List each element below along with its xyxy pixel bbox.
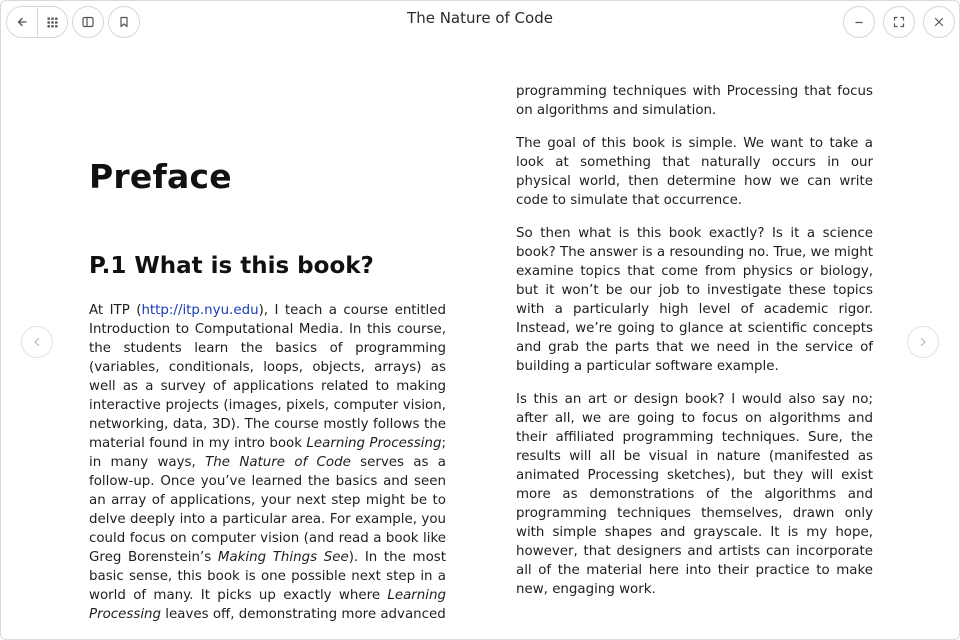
minimize-icon — [853, 16, 865, 28]
paragraph: So then what is this book exactly? Is it a science book? The answer is a resounding no. True, we might examine topics that come from physics or biology, but it won’t be our job to investigate these topics with a particularly high level of academic rigor. Instead, we’re going to glance at scientific concepts and grab the parts that we need in the service of building a particular software example. — [516, 226, 873, 374]
paragraph-text: ). In the most basic sense, this book is one possible next step in a world of many. It picks up exactly where — [89, 550, 446, 603]
left-page — [89, 151, 446, 638]
section-title: P.1 What is this book? — [89, 253, 374, 279]
paragraph-text: ; in many ways, — [89, 436, 446, 470]
chapter-title: Preface — [89, 157, 232, 196]
book-title-learning-processing: Learning Processing — [306, 436, 442, 451]
paragraph: Is this an art or design book? I would also say no; after all, we are going to focus on algorithms and their affiliated programming techniques. Sure, the results will all be visual in nature (manifested as animated Processing sketches), but they will exist more as demonstrations of the algorithms and programming techniques themselves, drawn only with simple shapes and grayscale. It is my hope, however, that designers and artists can incorporate all of the material here into their practice to make new, engaging work. — [516, 392, 873, 597]
close-button[interactable] — [923, 6, 955, 38]
paragraph-text: ), I teach a course entitled Introduction to Computational Media. In this course, the students learn the basics of programming (variables, conditionals, loops, objects, arrays) as well as a survey of applications related to making interactive projects (images, pixels, computer vision, networking, data, 3D). The course mostly follows the material found in my intro book — [89, 303, 446, 451]
maximize-icon — [893, 16, 905, 28]
maximize-button[interactable] — [883, 6, 915, 38]
book-title-nature-of-code: The Nature of Code — [205, 455, 351, 470]
paragraph-text: leaves off, demonstrating more advanced — [161, 607, 446, 622]
right-page — [516, 82, 873, 613]
paragraph: The goal of this book is simple. We want to take a look at something that naturally occurs in our physical world, then determine how we can write code to simulate that occurrence. — [516, 136, 873, 208]
previous-page-button[interactable] — [21, 326, 53, 358]
itp-link[interactable]: http://itp.nyu.edu — [141, 303, 259, 318]
book-title-learning-processing: Learning Processing — [89, 588, 446, 622]
chevron-left-icon — [32, 337, 42, 347]
next-page-button[interactable] — [907, 326, 939, 358]
close-icon — [933, 16, 945, 28]
window-title: The Nature of Code — [407, 9, 553, 27]
paragraph — [89, 301, 446, 624]
paragraph: programming techniques with Processing that focus on algorithms and simulation. — [516, 84, 873, 118]
book-title-making-things-see: Making Things See — [217, 550, 349, 565]
paragraph-text: serves as a follow-up. Once you’ve learned the basics and seen an array of applications, your next step might be to delve deeply into a particular area. For example, you could focus on computer vision (and read a book like Greg Borenstein’s — [89, 455, 446, 565]
minimize-button[interactable] — [843, 6, 875, 38]
header-bar — [1, 1, 959, 43]
paragraph-text: At ITP ( — [89, 303, 142, 318]
chevron-right-icon — [918, 337, 928, 347]
